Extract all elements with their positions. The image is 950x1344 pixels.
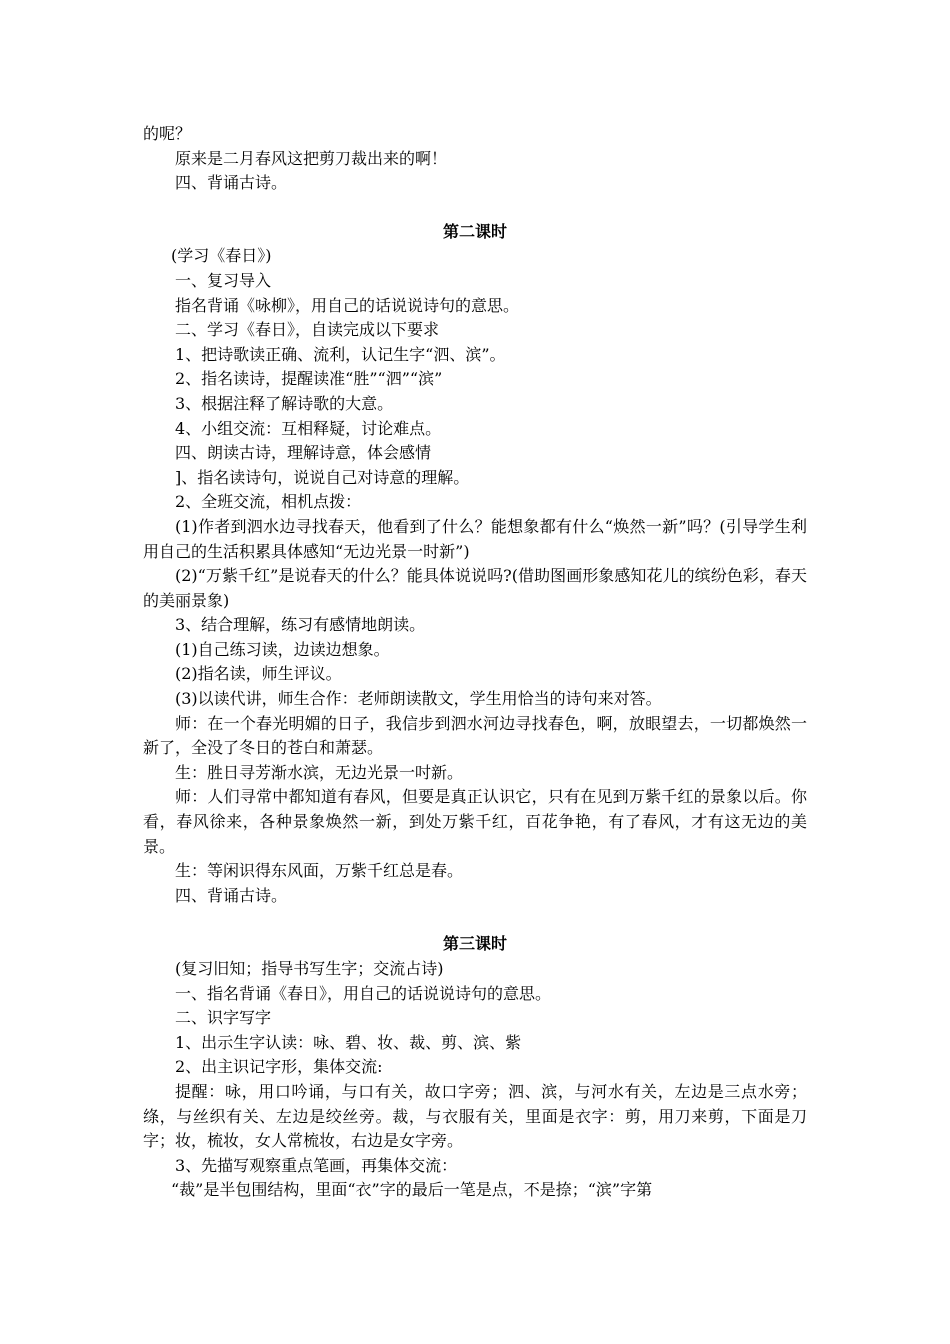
document-body <box>143 122 807 1203</box>
paragraph: 3、结合理解，练习有感情地朗读。 <box>175 615 426 635</box>
paragraph: 二、学习《春日》，自读完成以下要求 <box>175 320 440 340</box>
paragraph: (1)自己练习读，边读边想象。 <box>175 639 390 659</box>
paragraph: 二、识字写字 <box>175 1008 272 1028</box>
paragraph: 生：等闲识得东风面，万紫千红总是春。 <box>175 861 464 881</box>
paragraph: 四、背诵古诗。 <box>175 885 288 905</box>
paragraph: 指名背诵《咏柳》，用自己的话说说诗句的意思。 <box>175 295 520 315</box>
lesson2-heading: 第二课时 <box>442 221 507 241</box>
paragraph: 一、复习导入 <box>175 270 272 290</box>
paragraph: 3、根据注释了解诗歌的大意。 <box>175 393 394 413</box>
paragraph: 2、指名读诗，提醒读准“胜”“泗”“滨” <box>175 369 443 389</box>
paragraph: 2、全班交流，相机点拨： <box>175 492 362 512</box>
paragraph: 4、小组交流：互相释疑，讨论难点。 <box>175 418 442 438</box>
paragraph: ]、指名读诗句，说说自己对诗意的理解。 <box>175 467 470 487</box>
paragraph: 师：人们寻常中都知道有春风，但要是真正认识它，只有在见到万紫千红的景象以后。你看，春风徐来，各种景象焕然一新，到处万紫千红，百花争艳，有了春风，才有这无边的美景。 <box>143 787 807 856</box>
lesson3-heading: 第三课时 <box>442 934 507 954</box>
paragraph: 原来是二月春风这把剪刀裁出来的啊！ <box>175 148 448 168</box>
paragraph: 提醒：咏，用口吟诵，与口有关，故口字旁；泗、滨，与河水有关，左边是三点水旁；绦，与丝织有关、左边是绞丝旁。裁，与衣服有关，里面是衣字：剪，用刀来剪，下面是刀字；妆，梳妆，女人常梳妆，右边是女字旁。 <box>143 1081 807 1151</box>
paragraph: 1、把诗歌读正确、流利，认记生字“泗、滨”。 <box>175 344 506 364</box>
paragraph: 一、指名背诵《春日》，用自己的话说说诗句的意思。 <box>175 983 552 1003</box>
paragraph: (1)作者到泗水边寻找春天，他看到了什么？能想象都有什么“焕然一新”吗？(引导学生利用自己的生活积累具体感知“无边光景一时新”) <box>143 516 807 561</box>
paragraph: 3、先描写观察重点笔画，再集体交流： <box>175 1155 458 1175</box>
paragraph: 生：胜日寻芳渐水滨，无边光景一吋新。 <box>175 762 464 782</box>
paragraph: 2、出主识记字形，集体交流: <box>175 1057 383 1077</box>
paragraph: 1、出示生字认读：咏、碧、妆、裁、剪、滨、紫 <box>175 1032 522 1052</box>
paragraph: (3)以读代讲，师生合作：老师朗读散文，学生用恰当的诗句来对答。 <box>175 689 662 709</box>
paragraph: 师：在一个春光明媚的日子，我信步到泗水河边寻找春色，啊，放眼望去，一切都焕然一新了，全没了冬日的苍白和萧瑟。 <box>143 713 807 758</box>
paragraph: “裁”是半包围结构，里面“衣”字的最后一笔是点，不是捺；“滨”字第 <box>171 1180 653 1200</box>
paragraph: 四、背诵古诗。 <box>175 173 288 193</box>
paragraph: 的呢？ <box>143 124 192 143</box>
paragraph: (2)指名读，师生评议。 <box>175 664 342 684</box>
paragraph: (复习旧知；指导书写生字；交流占诗) <box>175 959 444 978</box>
paragraph: (2)“万紫千红”是说春天的什么？能具体说说吗?(借助图画形象感知花儿的缤纷色彩，春天的美丽景象) <box>143 566 807 610</box>
paragraph: 四、朗读古诗，理解诗意，体会感情 <box>175 443 432 463</box>
paragraph: (学习《春日》) <box>171 246 272 266</box>
